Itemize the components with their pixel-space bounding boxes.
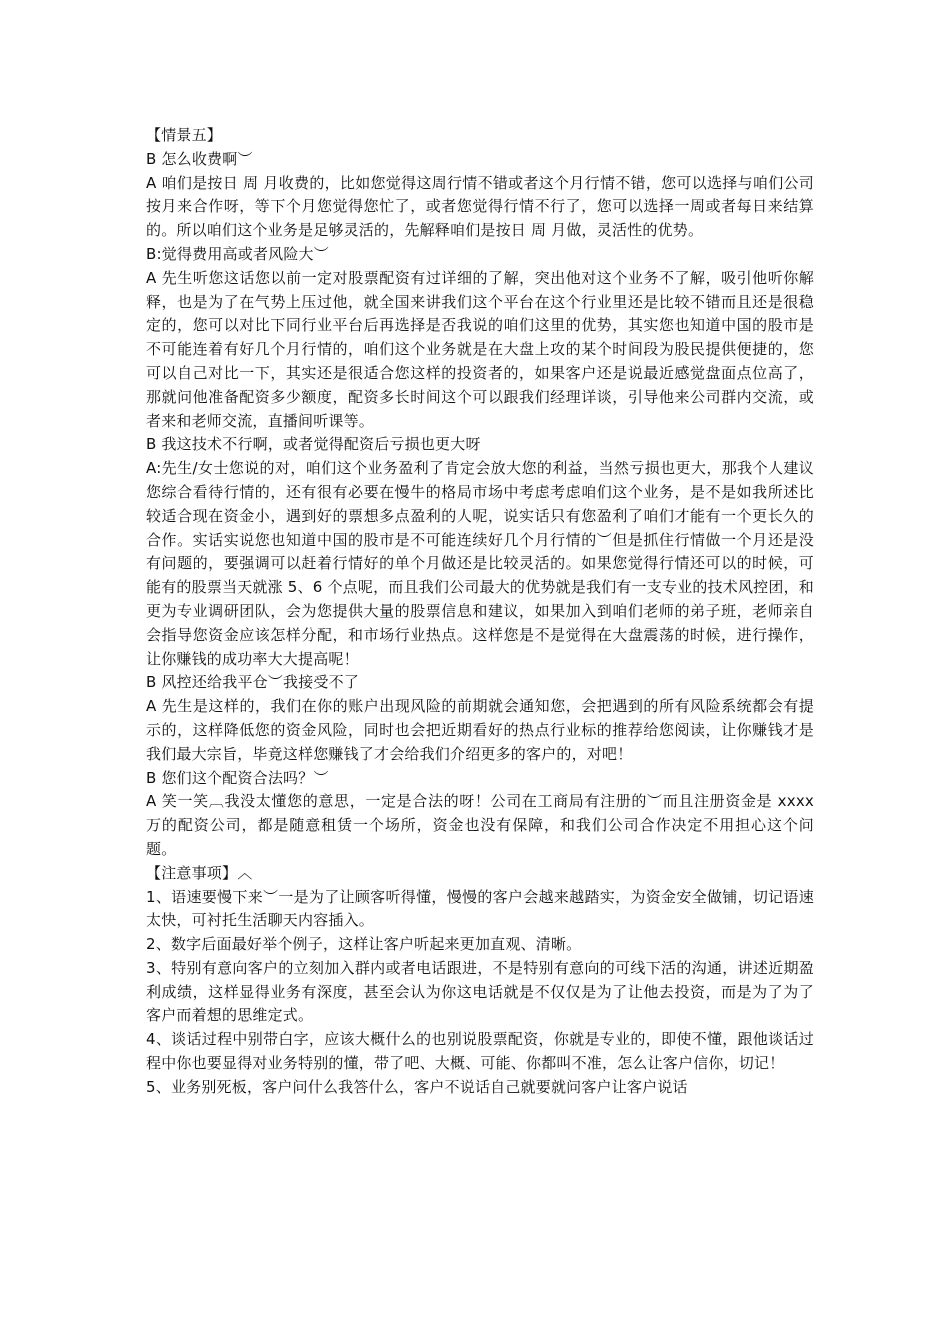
notes-heading: 【注意事项】︿ [146, 863, 253, 882]
dialogue-a-legality-answer: A 笑一笑︹我没太懂您的意思，一定是合法的呀！公司在工商局有注册的︶而且注册资金是 xxxx 万的配资公司，都是随意租赁一个场所，资金也没有保障，和我们公司合作决定不用担心这个问题。 [146, 792, 814, 858]
dialogue-a-cost-risk-answer: A 先生听您这话您以前一定对股票配资有过详细的了解，突出他对这个业务不了解，吸引他听你解释，也是为了在气势上压过他，就全国来讲我们这个平台在这个行业里还是比较不错而且还是很稳定的，您可以对比下同行业平台后再选择是否我说的咱们这里的优势，其实您也知道中国的股市是不可能连着有好几个月行情的，咱们这个业务就是在大盘上攻的某个时间段为股民提供便捷的，您可以自己对比一下，其实还是很适合您这样的投资者的，如果客户还是说最近感觉盘面点位高了，那就问他准备配资多少额度，配资多长时间这个可以跟我们经理详谈，引导他来公司群内交流，或者来和老师交流，直播间听课等。 [146, 268, 814, 430]
dialogue-a-skill-answer: A:先生/女士您说的对，咱们这个业务盈利了肯定会放大您的利益，当然亏损也更大，那我个人建议您综合看待行情的，还有很有必要在慢牛的格局市场中考虑考虑咱们这个业务，是不是如我所述比较适合现在资金小，遇到好的票想多点盈利的人呢，说实话只有您盈利了咱们才能有一个更长久的合作。实话实说您也知道中国的股市是不可能连续好几个月行情的︶但是抓住行情做一个月还是没有问题的，要强调可以赶着行情好的单个月做还是比较灵活的。如果您觉得行情还可以的时候，可能有的股票当天就涨 5、6 个点呢，而且我们公司最大的优势就是我们有一支专业的技术风控团，和更为专业调研团队，会为您提供大量的股票信息和建议，如果加入到咱们老师的弟子班，老师亲自会指导您资金应该怎样分配，和市场行业热点。这样您是不是觉得在大盘震荡的时候，进行操作，让你赚钱的成功率大大提高呢！ [146, 459, 814, 668]
dialogue-b-skill-concern: B 我这技术不行啊，或者觉得配资后亏损也更大呀 [146, 435, 481, 454]
dialogue-b-cost-risk: B:觉得费用高或者风险大︶ [146, 244, 329, 263]
dialogue-a-fee-answer: A 咱们是按日 周 月收费的，比如您觉得这周行情不错或者这个月行情不错，您可以选择与咱们公司按月来合作呀，等下个月您觉得您忙了，或者您觉得行情不行了，您可以选择一周或者每日来结算的。所以咱们这个业务是足够灵活的，先解释咱们是按日 周 月做，灵活性的优势。 [146, 173, 814, 240]
note-item-4: 4、谈话过程中别带白字，应该大概什么的也别说股票配资，你就是专业的，即使不懂，跟他谈话过程中你也要显得对业务特别的懂，带了吧、大概、可能、你都叫不准，怎么让客户信你，切记！ [146, 1030, 814, 1073]
document-page [146, 124, 814, 1100]
dialogue-b-fee-question: B 怎么收费啊︶ [146, 149, 253, 168]
note-item-2: 2、数字后面最好举个例子，这样让客户听起来更加直观、清晰。 [146, 935, 582, 954]
dialogue-b-legality-question: B 您们这个配资合法吗？︶ [146, 768, 329, 787]
dialogue-b-liquidation-concern: B 风控还给我平仓︶我接受不了 [146, 673, 360, 692]
note-item-1: 1、语速要慢下来︶一是为了让顾客听得懂，慢慢的客户会越来越踏实，为资金安全做铺，切记语速太快，可衬托生活聊天内容插入。 [146, 887, 814, 930]
dialogue-a-liquidation-answer: A 先生是这样的，我们在你的账户出现风险的前期就会通知您，会把遇到的所有风险系统都会有提示的，这样降低您的资金风险，同时也会把近期看好的热点行业标的推荐给您阅读，让你赚钱才是我们最大宗旨，毕竟这样您赚钱了才会给我们介绍更多的客户的，对吧！ [146, 697, 814, 763]
scenario-five-heading: 【情景五】 [146, 126, 223, 144]
note-item-5: 5、业务别死板，客户问什么我答什么，客户不说话自己就要就问客户让客户说话 [146, 1077, 688, 1096]
note-item-3: 3、特别有意向客户的立刻加入群内或者电话跟进，不是特别有意向的可线下活的沟通，讲述近期盈利成绩，这样显得业务有深度，甚至会认为你这电话就是不仅仅是为了让他去投资，而是为了为了客户而着想的思维定式。 [146, 958, 814, 1025]
